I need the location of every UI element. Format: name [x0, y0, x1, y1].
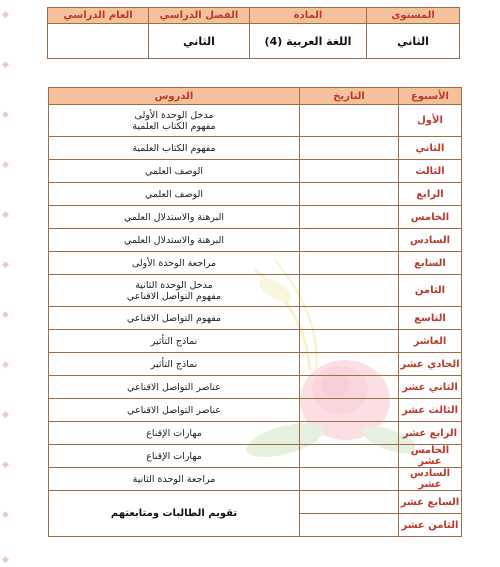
date-cell	[300, 376, 399, 399]
week-cell: الأول	[399, 105, 462, 137]
lesson-text: الوصف العلمي	[144, 188, 204, 200]
lesson-cell	[49, 275, 300, 307]
date-cell	[300, 160, 399, 183]
academic-year-header: العام الدراسي	[48, 8, 149, 24]
schedule-row	[49, 183, 462, 206]
lesson-text: مفهوم الكتاب العلمية	[132, 142, 216, 154]
schedule-row	[49, 491, 462, 514]
schedule-row	[49, 307, 462, 330]
date-cell	[300, 137, 399, 160]
week-cell: الثامن عشر	[399, 514, 462, 537]
schedule-row	[49, 275, 462, 307]
lesson-text: الوصف العلمي	[144, 165, 204, 177]
week-cell: الخامس عشر	[399, 445, 462, 468]
lesson-text: مهارات الإقناع	[146, 427, 202, 439]
date-cell	[300, 307, 399, 330]
lesson-cell	[49, 307, 300, 330]
schedule-body	[49, 105, 462, 537]
schedule-row	[49, 353, 462, 376]
lesson-text: مراجعة الوحدة الثانية	[132, 473, 216, 485]
schedule-row	[49, 468, 462, 491]
info-value-row	[48, 24, 460, 59]
date-cell	[300, 183, 399, 206]
week-cell: الثاني	[399, 137, 462, 160]
date-cell	[300, 252, 399, 275]
schedule-row	[49, 445, 462, 468]
week-cell: الحادي عشر	[399, 353, 462, 376]
lesson-text: عناصر التواصل الاقناعي	[127, 381, 221, 393]
week-cell: العاشر	[399, 330, 462, 353]
lesson-cell	[49, 330, 300, 353]
date-cell	[300, 445, 399, 468]
lesson-text: نماذج التأثير	[150, 335, 198, 347]
lesson-cell	[49, 229, 300, 252]
level-header: المستوى	[367, 8, 460, 24]
week-cell: السادس	[399, 229, 462, 252]
lesson-cell	[49, 105, 300, 137]
schedule-row	[49, 206, 462, 229]
date-cell	[300, 468, 399, 491]
date-cell	[300, 422, 399, 445]
lesson-text: مفهوم الكتاب العلمية	[132, 120, 216, 132]
lesson-cell	[49, 137, 300, 160]
lesson-cell	[49, 445, 300, 468]
weekly-schedule-table	[48, 87, 462, 537]
schedule-row	[49, 376, 462, 399]
week-cell: التاسع	[399, 307, 462, 330]
week-header: الأسبوع	[399, 88, 462, 105]
week-cell: الرابع عشر	[399, 422, 462, 445]
lesson-text: مدخل الوحدة الأولى	[134, 109, 214, 121]
academic-year-value	[48, 24, 149, 59]
lesson-text: مفهوم التواصل الاقناعي	[126, 290, 222, 302]
schedule-header-row	[49, 88, 462, 105]
date-cell	[300, 399, 399, 422]
date-cell	[300, 353, 399, 376]
course-info-table	[47, 7, 460, 59]
date-header: التاريخ	[300, 88, 399, 105]
schedule-row	[49, 105, 462, 137]
schedule-row	[49, 399, 462, 422]
semester-value: الثاني	[149, 24, 250, 59]
lesson-text: مهارات الإقناع	[146, 450, 202, 462]
week-cell: السادس عشر	[399, 468, 462, 491]
final-assessment-cell: تقويم الطالبات ومتابعتهم	[49, 491, 300, 537]
lesson-cell	[49, 468, 300, 491]
date-cell	[300, 229, 399, 252]
week-cell: الخامس	[399, 206, 462, 229]
lesson-text: مدخل الوحدة الثانية	[135, 279, 213, 291]
lesson-text: البرهنة والاستدلال العلمي	[123, 211, 225, 223]
lessons-header: الدروس	[49, 88, 300, 105]
week-cell: الثاني عشر	[399, 376, 462, 399]
schedule-row	[49, 252, 462, 275]
week-cell: السابع عشر	[399, 491, 462, 514]
lesson-cell	[49, 183, 300, 206]
lesson-cell	[49, 252, 300, 275]
lesson-cell	[49, 353, 300, 376]
schedule-row	[49, 229, 462, 252]
lesson-text: عناصر التواصل الاقناعي	[127, 404, 221, 416]
page-edge-decoration: ◆ ◆ ◆ ◆ ◆ ◆ ◆ ◆ ◆ ◆ ◆ ◆	[2, 10, 9, 565]
week-cell: الثالث عشر	[399, 399, 462, 422]
date-cell	[300, 275, 399, 307]
lesson-cell	[49, 422, 300, 445]
date-cell	[300, 514, 399, 537]
info-header-row	[48, 8, 460, 24]
subject-header: المادة	[250, 8, 367, 24]
lesson-text: مفهوم التواصل الاقناعي	[126, 312, 222, 324]
lesson-text: نماذج التأثير	[150, 358, 198, 370]
week-cell: الرابع	[399, 183, 462, 206]
date-cell	[300, 206, 399, 229]
schedule-row	[49, 137, 462, 160]
week-cell: الثالث	[399, 160, 462, 183]
date-cell	[300, 330, 399, 353]
lesson-text: البرهنة والاستدلال العلمي	[123, 234, 225, 246]
subject-value: اللغة العربية (4)	[250, 24, 367, 59]
week-cell: الثامن	[399, 275, 462, 307]
schedule-row	[49, 330, 462, 353]
lesson-cell	[49, 160, 300, 183]
schedule-row	[49, 160, 462, 183]
lesson-cell	[49, 206, 300, 229]
semester-header: الفصل الدراسي	[149, 8, 250, 24]
lesson-cell	[49, 399, 300, 422]
date-cell	[300, 491, 399, 514]
date-cell	[300, 105, 399, 137]
week-cell: السابع	[399, 252, 462, 275]
schedule-row	[49, 422, 462, 445]
level-value: الثاني	[367, 24, 460, 59]
lesson-cell	[49, 376, 300, 399]
lesson-text: مراجعة الوحدة الأولى	[131, 257, 217, 269]
